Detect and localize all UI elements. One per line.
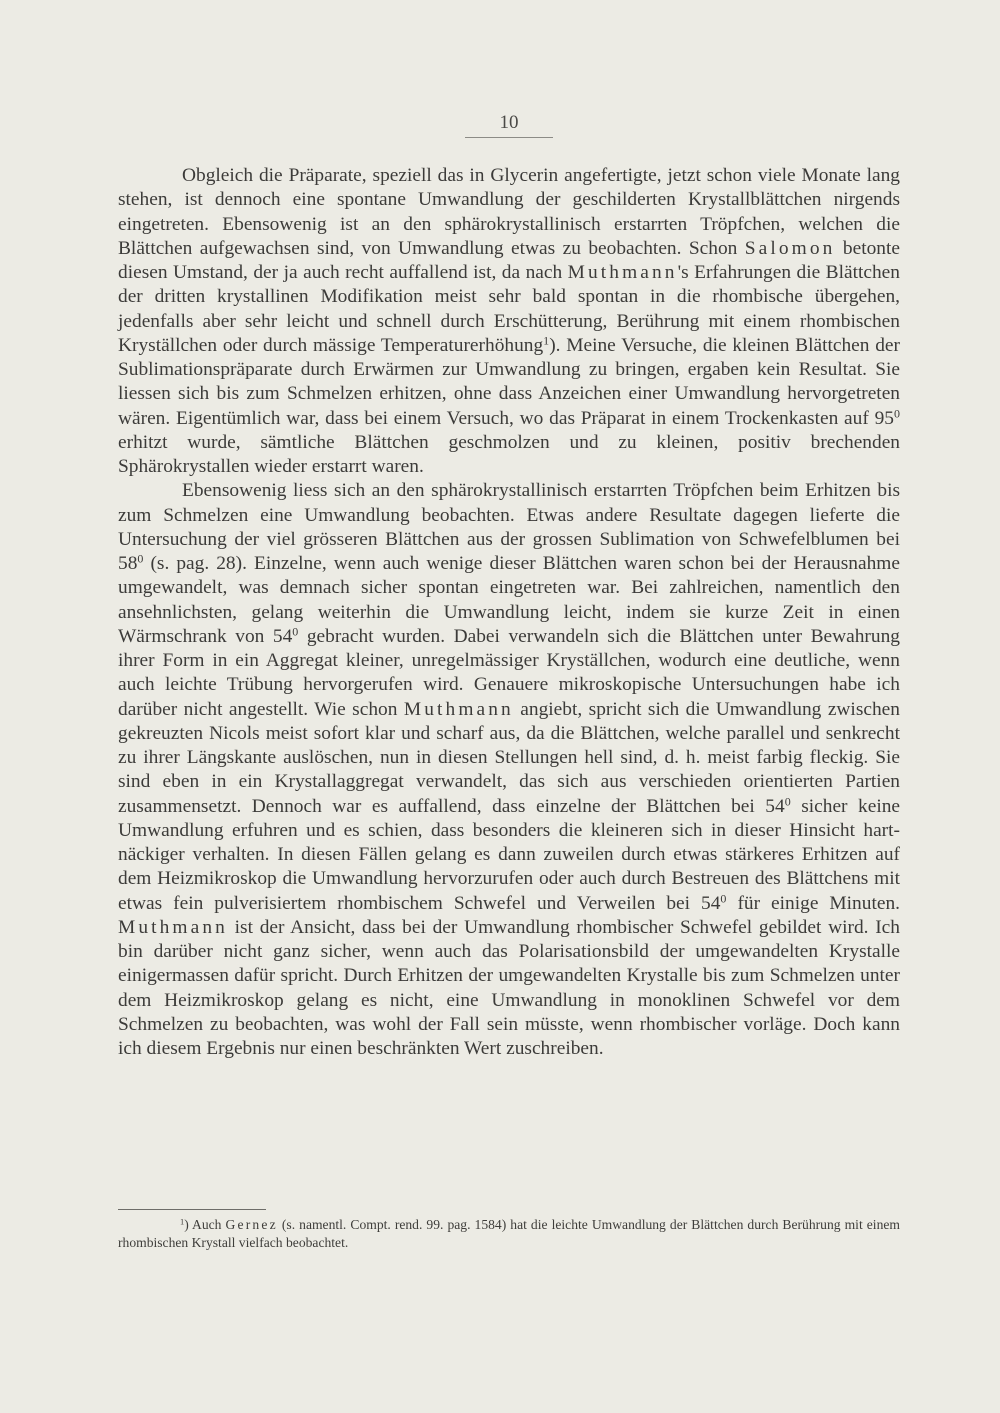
author-name: Gernez — [225, 1217, 278, 1232]
paragraph-1 — [118, 164, 900, 479]
degree-sign: 0 — [893, 405, 900, 420]
text-span: Ebensowenig liess sich an den sphärokrystallinisch erstarrten Tröpfchen beim Erhitzen bis zum Schmelzen eine Umwandlung beobachten. Etwas andere Resultate dagegen lieferte die Untersuchung der viel grösseren Blättchen aus der grossen Sublimation von Schwefelblumen bei 58 — [118, 480, 900, 574]
footnote-marker: 1 — [180, 1216, 185, 1227]
text-span: Obgleich die Präparate, speziell das in Glycerin angefertigte, jetzt schon viele Monate lang stehen, ist dennoch eine spontane Umwandlung der geschilderten Krystallblättchen nirgends eingetreten. Ebensowenig ist an den sphärokrystallinisch erstarrten Tröpfchen, welchen die Blättchen aufgewachsen sind, von Umwandlung etwas zu beobachten. Schon — [118, 165, 900, 259]
author-name: Muthmann — [118, 916, 228, 938]
text-span: ist der Ansicht, dass bei der Umwandlung rhombischer Schwefel gebildet wird. Ich bin darüber nicht ganz sicher, wenn auch das Polarisationsbild der umgewandelten Krystalle einigermassen dafür spricht. Durch Erhitzen der umgewandelten Krystalle bis zum Schmelzen unter dem Heizmikroskop gelang es nicht, eine Umwandlung in monoklinen Schwefel vor dem Schmelzen zu beobachten, was wohl der Fall sein müsste, wenn rhombischer vorläge. Doch kann ich diesem Ergebnis nur einen beschränkten Wert zuschreiben. — [118, 916, 900, 1059]
text-span: (s. namentl. Compt. rend. 99. pag. 1584) hat die leichte Umwandlung der Blättchen durch Berührung mit einem rhombischen Krystall vielfach beobachtet. — [118, 1217, 900, 1250]
author-name: Muthmann — [403, 698, 514, 720]
text-span: erhitzt wurde, sämtliche Blättchen geschmolzen und zu kleinen, positiv brechenden Sphärokrystallen wieder erstarrt waren. — [118, 431, 900, 477]
paragraph-2 — [118, 479, 900, 1061]
text-span: angiebt, spricht sich die Umwandlung zwischen gekreuzten Nicols meist sofort klar und scharf aus, da die Blättchen, welche parallel und senkrecht zu ihrer Längskante auslöschen, nun in diesen Stellungen hell sind, d. h. meist farbig fleckig. Sie sind eben in ein Krystallaggregat verwandelt, das sich aus verschieden orientierten Partien zusammensetzt. Dennoch war es auffallend, dass einzelne der Blättchen bei 54 — [118, 698, 900, 817]
body-text — [118, 164, 900, 1061]
degree-sign: 0 — [784, 793, 791, 808]
footnote-rule — [118, 1209, 266, 1210]
degree-sign: 0 — [137, 551, 144, 566]
footnote — [118, 1216, 900, 1252]
text-span: sicher keine Umwandlung erfuhren und es schien, dass besonders die kleineren sich in dieser Hinsicht hartnäckiger verhalten. In diesen Fällen gelang es dann zuweilen durch etwas stärkeres Erhitzen auf dem Heizmikroskop die Umwandlung hervorzurufen oder auch durch Bestreuen des Blättchens mit etwas fein pulverisiertem rhombischem Schwefel und Verweilen bei 54 — [118, 795, 901, 914]
author-name: Salomon — [744, 237, 836, 259]
text-span: für einige Minuten. — [737, 892, 900, 914]
text-span: (s. pag. 28). Einzelne, wenn auch wenige dieser Blättchen waren schon bei der Herausnahme umgewandelt, was demnach sicher spontan eingetreten war. Bei zahlreichen, namentlich den ansehnlichsten, gelang weiterhin die Umwandlung leicht, indem sie kurze Zeit in einen Wärmschrank von 54 — [118, 553, 900, 647]
header-rule — [465, 137, 553, 138]
degree-sign: 0 — [292, 624, 299, 639]
page-number: 10 — [499, 112, 519, 133]
text-span: ) Auch — [184, 1217, 222, 1232]
text-span: 's Erfahrungen die Blättchen der dritten krystallinen Modifikation meist sehr bald spontan in die rhombische übergehen, jedenfalls aber sehr leicht und schnell durch Erschütterung, Berührung mit einem rhombischen Kryställchen oder durch mässige Temperaturerhöhung — [118, 262, 900, 356]
text-span: betonte diesen Umstand, der ja auch recht auffallend ist, da nach — [118, 237, 900, 283]
text-span: ). Meine Versuche, die kleinen Blättchen der Sublimationspräparate durch Erwärmen zur Umwandlung zu bringen, ergaben kein Resultat. Sie liessen sich bis zum Schmelzen erhitzen, ohne dass Anzeichen einer Umwandlung hervorgetreten wären. Eigentümlich war, dass bei einem Versuch, wo das Präparat in einem Trockenkasten auf 95 — [118, 334, 900, 429]
author-name: Muthmann — [567, 262, 678, 283]
footnote-reference: 1 — [543, 333, 550, 348]
degree-sign: 0 — [720, 890, 727, 905]
text-span: gebracht wurden. Dabei verwandeln sich die Blättchen unter Bewahrung ihrer Form in ein Aggregat kleiner, unregelmässiger Kryställchen, wodurch eine deutliche, wenn auch leichte Trübung hervorgerufen wird. Genauere mikroskopische Untersuchungen habe ich darüber nicht angestellt. Wie schon — [118, 625, 900, 720]
